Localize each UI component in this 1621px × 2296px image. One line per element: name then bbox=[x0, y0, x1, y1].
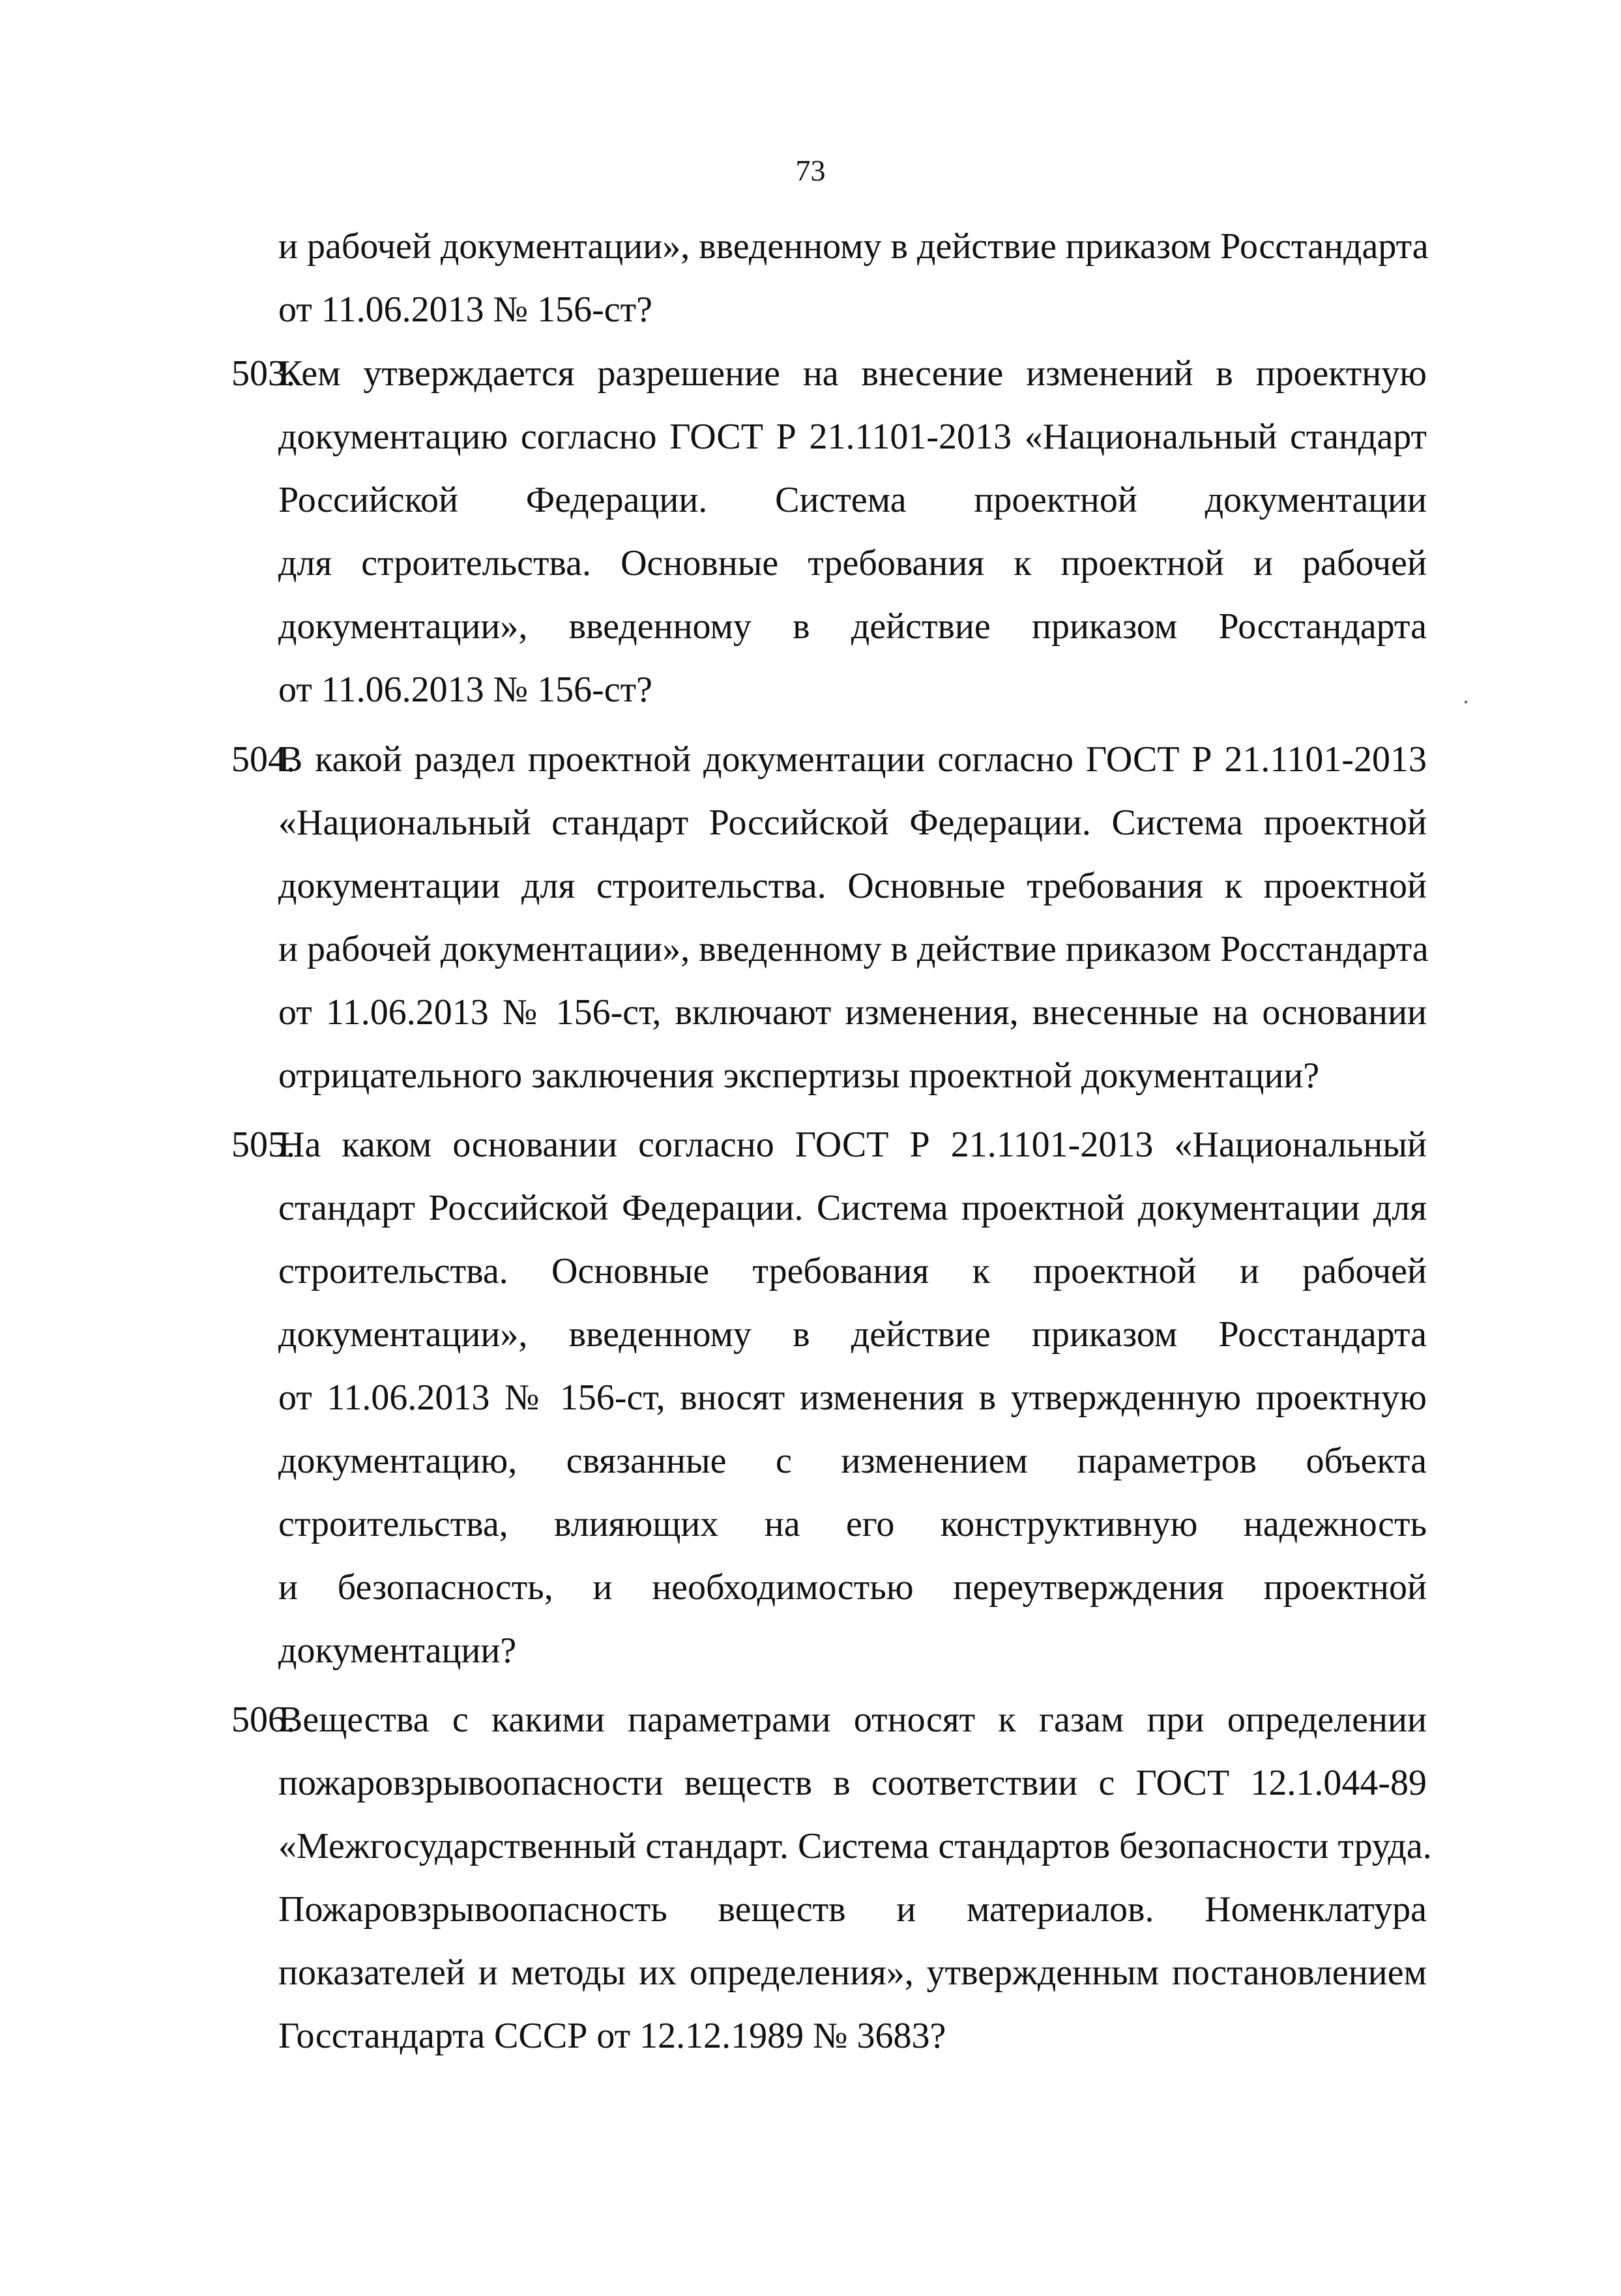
continuation-paragraph bbox=[278, 215, 1427, 342]
question-number: 505. bbox=[231, 1125, 295, 1165]
text-line: стандарт Российской Федерации. Система проектной документации для bbox=[278, 1188, 1427, 1228]
text-line: Госстандарта СССР от 12.12.1989 № 3683? bbox=[278, 2016, 946, 2056]
question-text bbox=[278, 728, 1427, 1108]
question-number: 504. bbox=[231, 739, 295, 780]
text-line: «Национальный стандарт Российской Федерации. Система проектной bbox=[278, 802, 1427, 843]
text-line: показателей и методы их определения», утвержденным постановлением bbox=[278, 1952, 1427, 1993]
question-505 bbox=[231, 1113, 1427, 1683]
text-line: от 11.06.2013 № 156-ст, вносят изменения в утвержденную проектную bbox=[278, 1377, 1427, 1418]
text-line: В какой раздел проектной документации согласно ГОСТ Р 21.1101-2013 bbox=[278, 739, 1427, 780]
text-line: от 11.06.2013 № 156-ст? bbox=[278, 670, 652, 710]
text-line: строительства, влияющих на его конструктивную надежность bbox=[278, 1504, 1427, 1544]
text-line: «Межгосударственный стандарт. Система стандартов безопасности труда. bbox=[278, 1826, 1432, 1866]
text-line: На каком основании согласно ГОСТ Р 21.1101-2013 «Национальный bbox=[278, 1125, 1427, 1165]
text-line: документации», введенному в действие приказом Росстандарта bbox=[278, 606, 1427, 647]
question-number: 503. bbox=[231, 353, 295, 394]
question-text bbox=[278, 342, 1427, 722]
question-506 bbox=[231, 1688, 1432, 2068]
text-line: и рабочей документации», введенному в действие приказом Росстандарта bbox=[278, 929, 1429, 969]
text-line: документации», введенному в действие приказом Росстандарта bbox=[278, 1314, 1427, 1355]
question-503 bbox=[231, 342, 1427, 722]
scan-speck bbox=[1465, 701, 1467, 703]
text-line: документацию согласно ГОСТ Р 21.1101-2013 «Национальный стандарт bbox=[278, 417, 1427, 457]
text-line: и безопасность, и необходимостью переутверждения проектной bbox=[278, 1567, 1427, 1608]
text-line: и рабочей документации», введенному в действие приказом Росстандарта bbox=[278, 226, 1429, 267]
text-line: от 11.06.2013 № 156-ст, включают изменения, внесенные на основании bbox=[278, 992, 1427, 1033]
question-text bbox=[278, 1688, 1432, 2068]
question-number: 506. bbox=[231, 1700, 295, 1740]
text-line: для строительства. Основные требования к проектной и рабочей bbox=[278, 543, 1427, 583]
text-line: документации для строительства. Основные требования к проектной bbox=[278, 866, 1427, 906]
text-line: Вещества с какими параметрами относят к газам при определении bbox=[278, 1700, 1427, 1740]
text-line: пожаровзрывоопасности веществ в соответствии с ГОСТ 12.1.044-89 bbox=[278, 1763, 1427, 1803]
text-line: Пожаровзрывоопасность веществ и материалов. Номенклатура bbox=[278, 1889, 1427, 1930]
question-504 bbox=[231, 728, 1427, 1108]
text-line: документации? bbox=[278, 1630, 517, 1671]
page-number: 73 bbox=[795, 154, 826, 187]
text-line: от 11.06.2013 № 156-ст? bbox=[278, 289, 652, 330]
text-line: строительства. Основные требования к проектной и рабочей bbox=[278, 1251, 1427, 1291]
text-line: Российской Федерации. Система проектной документации bbox=[278, 480, 1427, 520]
text-line: отрицательного заключения экспертизы проектной документации? bbox=[278, 1055, 1320, 1096]
text-line: документацию, связанные с изменением параметров объекта bbox=[278, 1441, 1427, 1481]
question-text bbox=[278, 1113, 1427, 1683]
text-line: Кем утверждается разрешение на внесение изменений в проектную bbox=[278, 353, 1427, 394]
